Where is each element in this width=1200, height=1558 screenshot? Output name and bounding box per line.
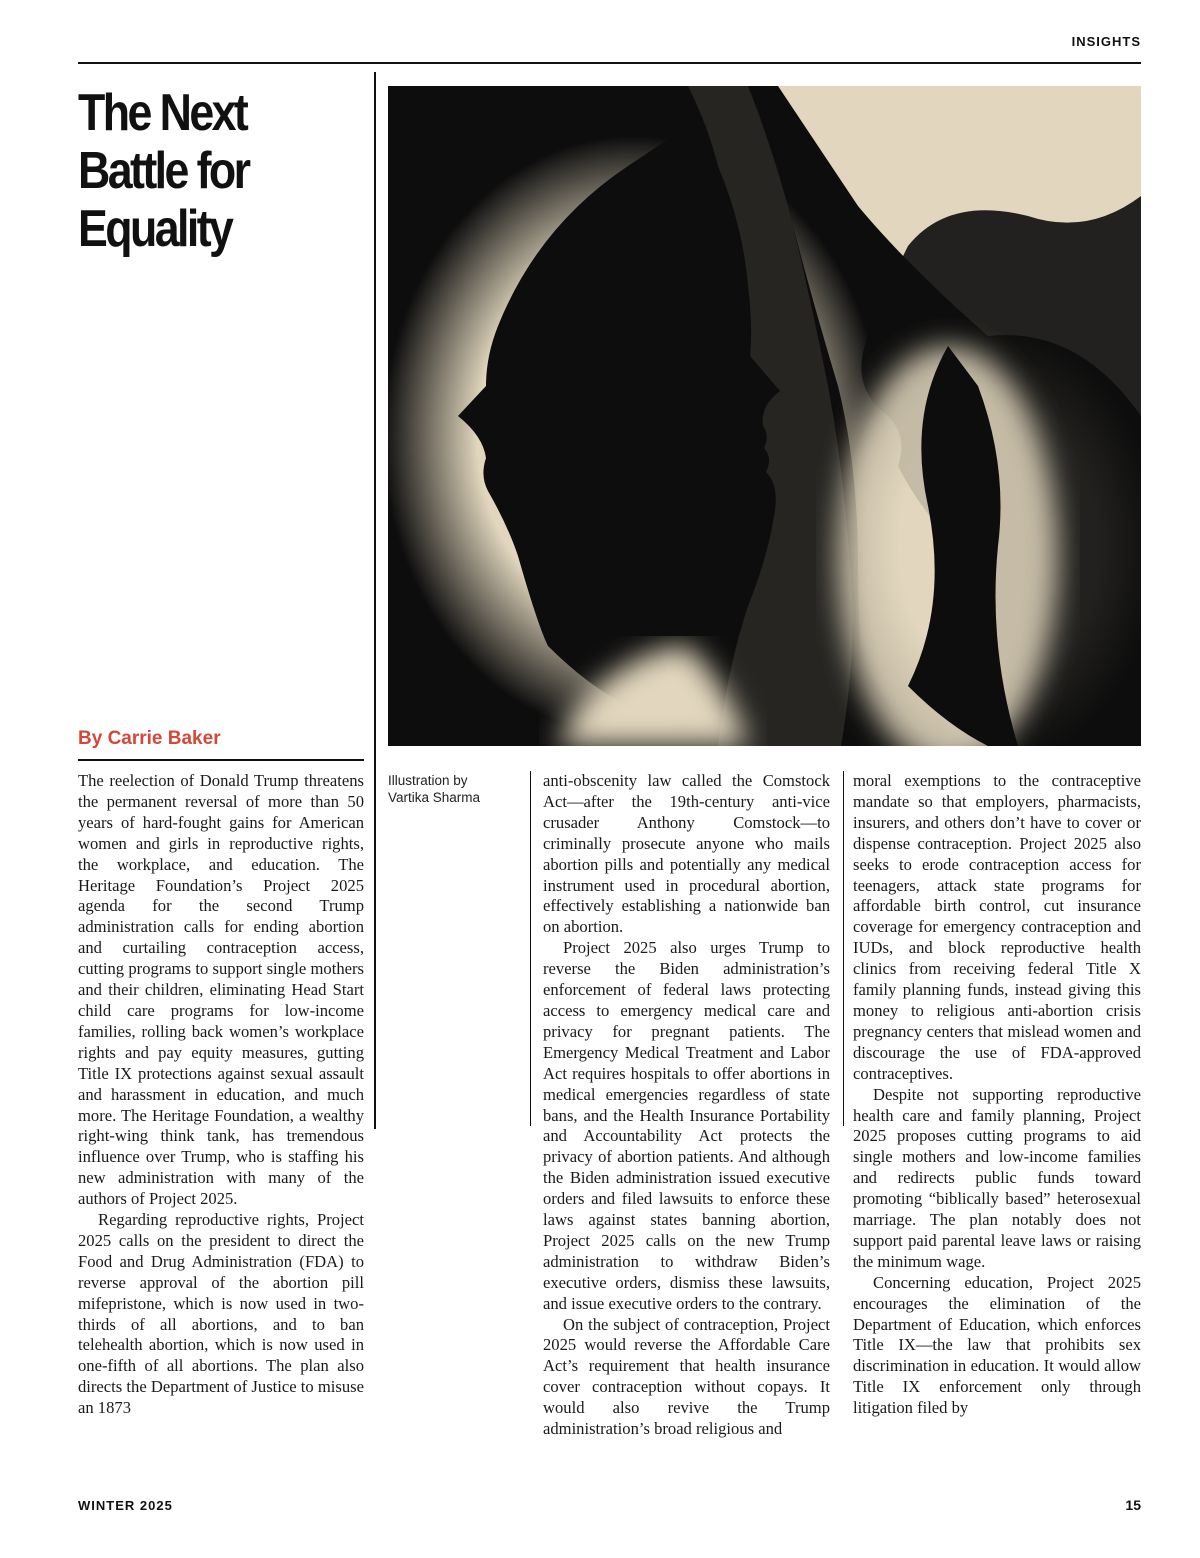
silhouettes-illustration (388, 86, 1141, 746)
byline: By Carrie Baker (78, 728, 221, 749)
paragraph: The reelection of Donald Trump threatens the permanent reversal of more than 50 years of hard-fought gains for American women and girls in reproductive rights, the workplace, and education. The Heritage Foundation’s Project 2025 agenda for the second Trump administration calls for ending abortion and curtailing contraception access, cutting programs to support single mothers and their children, eliminating Head Start child care programs for low-income families, rolling back women’s workplace rights and pay equity measures, gutting Title IX protections against sexual assault and harassment in education, and much more. The Heritage Foundation, a wealthy right-wing think tank, has tremendous influence over Trump, who is staffing his new administration with many of the authors of Project 2025. (78, 771, 364, 1209)
column-divider (843, 771, 844, 1126)
body-column-1 (78, 771, 364, 1419)
column-divider (530, 771, 531, 1126)
body-column-2 (543, 771, 830, 1440)
illustration-credit-label: Illustration by (388, 773, 468, 788)
top-rule (78, 62, 1141, 64)
byline-rule (78, 759, 364, 761)
paragraph: On the subject of contraception, Project 2025 would reverse the Affordable Care Act’s requirement that health insurance cover contraception without copays. It would also revive the Trump administration’s broad religious and (543, 1314, 830, 1439)
section-label: INSIGHTS (1071, 34, 1141, 49)
paragraph: Concerning education, Project 2025 encourages the elimination of the Department of Education, which enforces Title IX—the law that prohibits sex discrimination in education. It would allow Title IX enforcement only through litigation filed by (853, 1272, 1141, 1418)
body-column-3 (853, 771, 1141, 1419)
page-number: 15 (1125, 1497, 1141, 1513)
article-illustration (388, 86, 1141, 746)
paragraph: moral exemptions to the contraceptive mandate so that employers, pharmacists, insurers, and others don’t have to cover or dispense contraception. Project 2025 also seeks to erode contraception access for teenagers, attack state programs for affordable birth control, cut insurance coverage for emergency contraception and IUDs, and block reproductive health clinics from receiving federal Title X family planning funds, instead giving this money to religious anti-abortion crisis pregnancy centers that mislead women and discourage the use of FDA-approved contraceptives. (853, 771, 1141, 1083)
issue-label: WINTER 2025 (78, 1498, 173, 1513)
paragraph: Regarding reproductive rights, Project 2025 calls on the president to direct the Food and Drug Administration (FDA) to reverse approval of the abortion pill mifepristone, which is now used in two-thirds of all abortions, and to ban telehealth abortion, which is now used in one-fifth of all abortions. The plan also directs the Department of Justice to misuse an 1873 (78, 1210, 364, 1418)
illustration-credit-artist: Vartika Sharma (388, 790, 481, 805)
article-title: The Next Battle for Equality (78, 84, 249, 258)
paragraph: Despite not supporting reproductive health care and family planning, Project 2025 proposes cutting programs to aid single mothers and low-income families and redirects public funds toward promoting “biblically based” heterosexual marriage. The plan notably does not support paid parental leave laws or raising the minimum wage. (853, 1084, 1141, 1271)
paragraph: Project 2025 also urges Trump to reverse the Biden administration’s enforcement of federal laws protecting access to emergency medical care and privacy for pregnant patients. The Emergency Medical Treatment and Labor Act requires hospitals to offer abortions in medical emergencies regardless of state bans, and the Health Insurance Portability and Accountability Act protects the privacy of abortion patients. And although the Biden administration issued executive orders and filed lawsuits to enforce these laws against states banning abortion, Project 2025 calls on the new Trump administration to withdraw Biden’s executive orders, dismiss these lawsuits, and issue executive orders to the contrary. (543, 938, 830, 1313)
illustration-credit (388, 772, 513, 806)
paragraph: anti-obscenity law called the Comstock Act—after the 19th-century anti-vice crusader Anthony Comstock—to criminally prosecute anyone who mails abortion pills and potentially any medical instrument used in procedural abortion, effectively establishing a nationwide ban on abortion. (543, 771, 830, 937)
title-column-divider (374, 72, 376, 1129)
